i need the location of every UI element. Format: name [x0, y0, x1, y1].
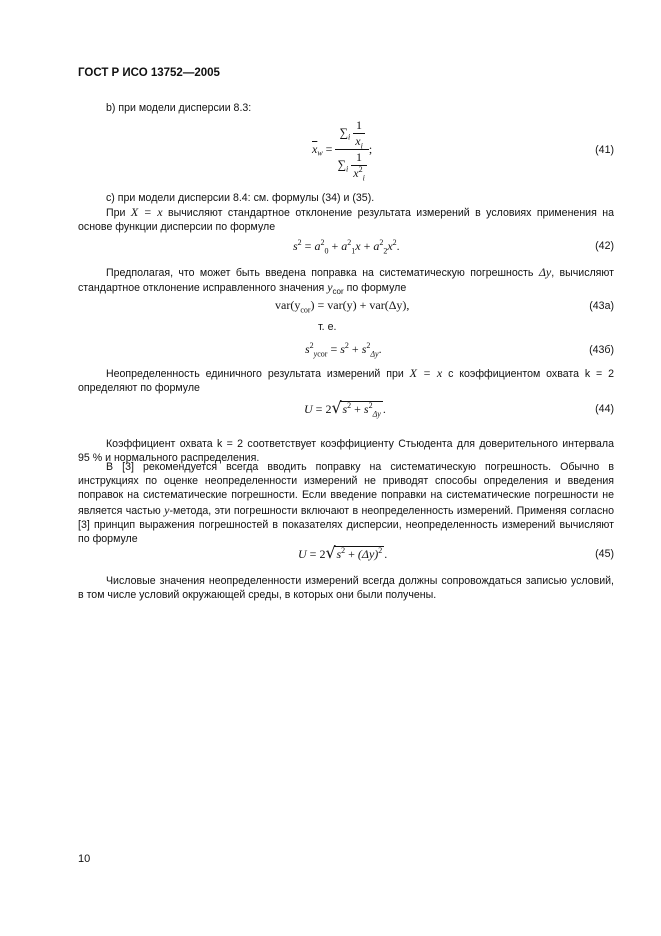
f43b-tail: . — [378, 342, 382, 356]
p-unc-post: с коэффициентом охвата k = 2 определяют по формуле — [78, 368, 614, 395]
f42-s: s — [293, 239, 298, 253]
f41-xi-bot-sq: 2 — [358, 165, 363, 174]
formula-43a — [275, 298, 409, 313]
f42-plus-2: + — [363, 239, 371, 253]
formula-42-number: (42) — [595, 240, 614, 252]
f44-s2-sq: 2 — [368, 401, 373, 410]
f42-a1-sq: 2 — [347, 238, 352, 247]
formula-42 — [293, 239, 400, 254]
paragraph-k: Коэффициент охвата k = 2 соответствует коэффициенту Стьюдента для доверительного интервала 95 % и нормального распределения. — [78, 438, 614, 465]
f42-tail: . — [396, 239, 400, 253]
f44-s2: s — [363, 402, 369, 416]
f42-a1: a — [341, 239, 348, 253]
f41-idx-top: i — [348, 132, 351, 142]
f41-lhs: $\overline{x}$ — [312, 142, 318, 156]
f42-x2: x — [387, 239, 393, 253]
f44-eq: = 2 — [315, 402, 332, 416]
sym-x-eq-2: X = x — [409, 366, 443, 380]
formula-41: $\overline{x}_w$ = $\sum_i$ $\frac{1}{x_i}$ $\sum_i$ $\frac{1}{x^2_i}$ ; — [312, 118, 373, 183]
formula-44 — [304, 398, 386, 419]
f41-xi-bot-sub: i — [362, 173, 365, 183]
page-number: 10 — [78, 853, 91, 865]
f42-a2-sq: 2 — [379, 238, 384, 247]
sym-y-cor-sub: cor — [332, 287, 344, 297]
f41-xi-top: x — [355, 134, 361, 148]
formula-45-number: (45) — [595, 548, 614, 560]
formula-43b-number: (43б) — [589, 344, 614, 356]
f44-s-sq: 2 — [347, 401, 352, 410]
f45-plus: + — [348, 547, 355, 561]
p-ref-a: В [3] рекомендуется всегда вводить поправку на систематическую погрешность. Обычно в инструкциях по оценке неопределенности измерений не приводят способы определения и введения поправок на систематические погрешности. Если введение поправки на систематические погрешности не является частью — [78, 461, 614, 517]
p-corr-mid: , вычисляют стандартное отклонение исправленного значения — [78, 267, 614, 295]
f43a-text: var(y — [275, 298, 301, 312]
f43b-s2-sq: 2 — [344, 341, 349, 350]
f42-eq: = — [304, 239, 312, 253]
f44-s: s — [342, 402, 348, 416]
formula-44-number: (44) — [595, 403, 614, 415]
f44-tail: . — [382, 402, 386, 416]
f41-xi-bot: x — [353, 166, 359, 180]
f41-fraction — [335, 118, 368, 181]
f44-U: U — [304, 402, 313, 416]
f45-tail: . — [384, 547, 388, 561]
f42-a0: a — [314, 239, 321, 253]
item-c: c) при модели дисперсии 8.4: см. формулы (34) и (35). — [106, 192, 375, 204]
f43b-ycor: y — [313, 349, 318, 359]
f41-one-bot: 1 — [351, 150, 367, 166]
f43b-cor: cor — [317, 349, 328, 359]
p-ref-b: -метода, эти погрешности включают в неопределенность измерений. Применяя согласно [3] принцип выражения погрешностей в показателях дисперсии, неопределенность измерений вычисляют по формуле — [78, 504, 614, 546]
p-x-pre: При — [106, 207, 131, 219]
paragraph-x — [78, 205, 614, 234]
f43b-s-sq: 2 — [309, 341, 314, 350]
f43b-dy: Δy — [370, 349, 379, 359]
f43a-mid: ) = var(y) + var(Δy), — [310, 298, 410, 312]
formula-45 — [298, 543, 388, 562]
sym-delta-y: Δy — [538, 265, 552, 279]
f44-plus: + — [354, 402, 361, 416]
f42-a2-idx: 2 — [383, 246, 388, 256]
paragraph-ref — [78, 460, 614, 546]
f45-U: U — [298, 547, 307, 561]
f45-dy-sq: 2 — [378, 546, 383, 555]
f41-sum-top: ∑ — [339, 125, 349, 140]
f43b-plus: + — [351, 342, 359, 356]
sym-x-eq: X = x — [130, 205, 163, 219]
formula-43a-number: (43а) — [589, 300, 614, 312]
f42-plus-1: + — [331, 239, 339, 253]
p-unc-pre: Неопределенность единичного результата измерений при — [106, 368, 410, 380]
f45-s: s — [336, 547, 342, 561]
f41-tail: ; — [368, 142, 373, 156]
f42-a0-idx: 0 — [324, 246, 329, 256]
sym-y-cor: y — [327, 280, 333, 295]
f42-a1-idx: 1 — [351, 246, 356, 256]
f45-dy: (Δy) — [357, 547, 379, 561]
f41-idx-bot: i — [346, 164, 349, 174]
f42-x1: x — [355, 239, 361, 253]
f42-a2: a — [373, 239, 380, 253]
f43b-eq: = — [330, 342, 338, 356]
f43b-s: s — [305, 342, 310, 356]
f44-sqrt: √ $s^2 + s^2_{\Delta y}$ — [331, 398, 381, 419]
sym-y: y — [164, 502, 170, 517]
paragraph-correction — [78, 265, 614, 295]
p-corr-pre: Предполагая, что может быть введена поправка на систематическую погрешность — [106, 267, 539, 279]
formula-43b — [305, 342, 382, 357]
item-b: b) при модели дисперсии 8.3: — [106, 102, 252, 114]
f43a-cor: cor — [300, 305, 311, 315]
f43b-s3: s — [361, 342, 367, 356]
te-text: т. е. — [318, 321, 337, 333]
f41-xi-top-sub: i — [360, 141, 363, 151]
f45-sqrt: √ $s^2 + (\Delta y)^2$ — [325, 543, 383, 562]
f45-eq: = 2 — [309, 547, 326, 561]
f43b-s3-sq: 2 — [366, 341, 371, 350]
p-x-post: вычисляют стандартное отклонение результата измерений в условиях применения на основе функции дисперсии по формуле — [78, 207, 614, 234]
p-corr-post: по формуле — [343, 282, 407, 295]
f44-dy: Δy — [372, 409, 381, 419]
f41-one-top: 1 — [353, 118, 365, 134]
f43b-s2: s — [340, 342, 345, 356]
f42-s-sq: 2 — [297, 238, 302, 247]
f42-x2-sq: 2 — [392, 238, 397, 247]
paragraph-uncertainty — [78, 366, 614, 395]
document-header: ГОСТ Р ИСО 13752—2005 — [78, 67, 220, 79]
formula-41-number: (41) — [595, 144, 614, 156]
f41-sum-bot: ∑ — [337, 157, 347, 172]
paragraph-final: Числовые значения неопределенности измерений всегда должны сопровождаться записью условий, в том числе условий окружающей среды, в которых они были получены. — [78, 575, 614, 602]
f41-lhs-sub: w — [317, 148, 323, 158]
f42-a0-sq: 2 — [320, 238, 325, 247]
f45-s-sq: 2 — [341, 546, 346, 555]
